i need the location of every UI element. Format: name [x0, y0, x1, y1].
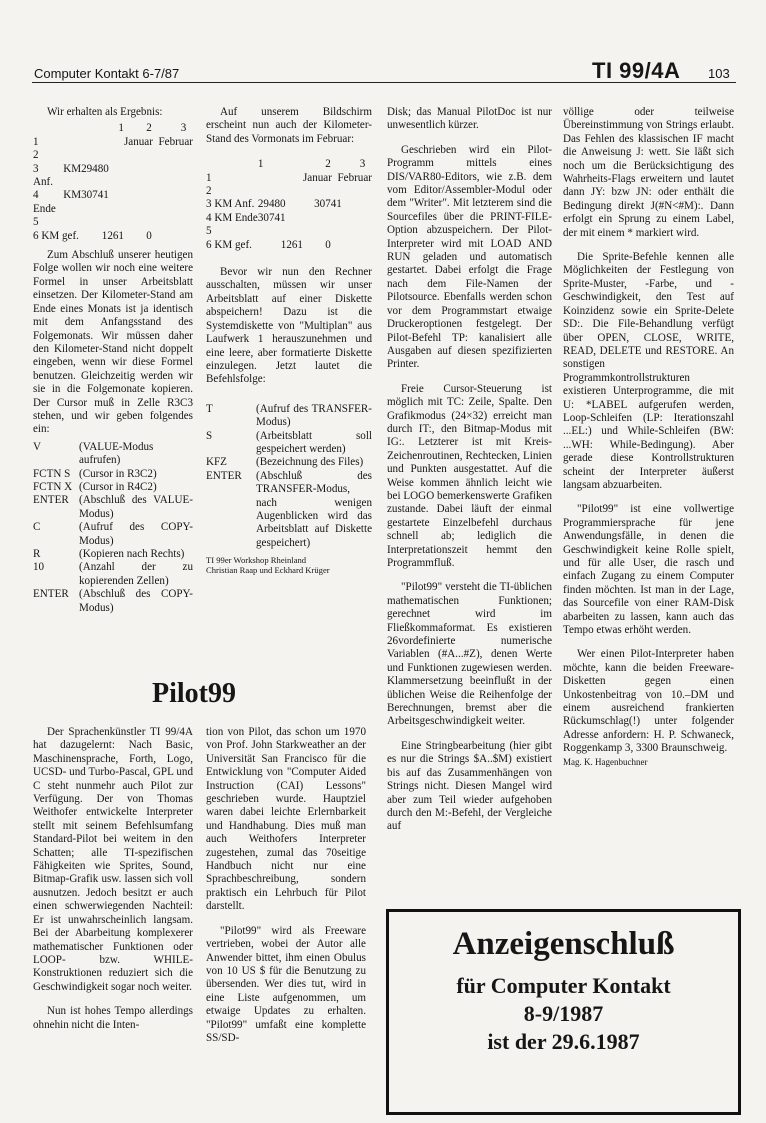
result-table-1 — [33, 122, 193, 243]
body-paragraph: Geschrieben wird ein Pilot-Programm mittels eines DIS/VAR80-Editors, wie z.B. dem vom Editor/Assembler-Modul oder dem "Writer". Mit letzterem sind die Sourcefiles über die PRINT-FILE-Option abzuspeichern. Der Pilot-Interpreter wird mit LOAD AND RUN geladen und automatisch gestartet. Dabei erfolgt die Frage nach dem File-Namen der Pilotsource. Ebenfalls werden schon vor dem Programmstart etwaige Druckeroptionen festgelegt. Der Pilot-Befehl TP: kanalisiert alle Ausgaben auf diesen spezifizierten Printer. — [387, 143, 552, 371]
table-cell: 30741 — [81, 189, 109, 202]
command-list-1 — [33, 441, 193, 615]
article-title: Pilot99 — [152, 678, 236, 709]
column-4 — [563, 106, 734, 769]
ad-line-2: für Computer Kontakt — [456, 973, 671, 998]
table-cell: 1261 — [101, 229, 124, 242]
body-paragraph: Zum Abschluß unserer heutigen Folge wollen wir noch eine weitere Formel in unser Arbeitsblatt einsetzen. Der Kilometer-Stand am Ende eines Monats ist ja identisch mit dem Anfangsstand des Folgemonats. Wir müssen daher den Kilometer-Stand nicht doppelt eingeben, wenn wir diese Formel benutzen. Gleichzeitig werden wir sie in die Folgemonate kopieren. Der Cursor muß in Zelle R3C3 stehen, und wir geben folgendes ein: — [33, 249, 193, 436]
command-key: ENTER — [206, 469, 242, 482]
magazine-issue: Computer Kontakt 6-7/87 — [34, 66, 180, 81]
pilot-column-2 — [206, 726, 366, 1045]
intro-text: Wir erhalten als Ergebnis: — [47, 106, 163, 118]
credit-line-2: Christian Raap und Eckhard Krüger — [206, 565, 330, 576]
table-cell: 4 KM Ende — [33, 189, 82, 215]
command-key: ENTER — [33, 588, 69, 601]
command-desc: (VALUE-Modus aufrufen) — [79, 440, 154, 467]
header-rule — [32, 82, 736, 83]
command-desc: (Bezeichnung des Files) — [256, 456, 364, 469]
command-desc: (Aufruf des COPY-Modus) — [79, 521, 193, 547]
table-cell: 3 KM Anf. — [206, 198, 255, 211]
table-head-cell: 1 — [118, 122, 124, 135]
table-cell: 29480 — [81, 162, 109, 175]
body-paragraph: Wer einen Pilot-Interpreter haben möchte, kann die beiden Freeware-Disketten gegen einen Unkostenbeitrag von 10.–DM und einem ausreichend frankierten Rückumschlag(!) unter folgender Adresse anfordern: H. P. Schwaneck, Roggenkamp 3, 3300 Braunschweig. — [563, 648, 734, 755]
table-cell: 6 KM gef. — [33, 229, 79, 242]
table-head-cell: 2 — [146, 122, 152, 135]
command-list-2 — [206, 403, 372, 550]
body-paragraph: Bevor wir nun den Rechner ausschalten, müssen wir unser Arbeitsblatt auf einer Diskette abspeichern! Dazu ist die Systemdiskette von "Multiplan" aus Laufwerk 1 herauszunehmen und eine leere, aber formatierte Diskette einzulegen. Jetzt lautet die Befehlsfolge: — [206, 266, 372, 386]
table-cell: 30741 — [257, 211, 286, 224]
body-paragraph: Eine Stringbearbeitung (hier gibt es nur die Strings $A..$M) existiert bis auf das Zusammenhängen von Strings nicht. Diesen Mangel wird aber zum Teil wieder aufgehoben durch den M:-Befehl, der Vergleiche auf — [387, 739, 552, 833]
body-paragraph: Die Sprite-Befehle kennen alle Möglichkeiten der Festlegung von Sprite-Muster, -Farbe, und -Geschwindigkeit, den Test auf Koinzidenz sowie ein Sprite-Delete SD:. Die File-Behandlung verfügt über OPEN, CLOSE, WRITE, READ, DELETE und RESTORE. An sonstigen Programmkontrollstrukturen existieren Unterprogramme, die mit U: *LABEL aufgerufen werden, Loop-Schleifen (LP: Iterationszahl ...EL:) und While-Schleifen (BW: ...WH: While-Bedingung). Aber gerade diese Kontrollstrukturen scheint der Interpreter äußerst langsam abzuarbeiten. — [563, 251, 734, 491]
column-3 — [387, 106, 552, 834]
table-cell: 1261 — [280, 238, 303, 251]
column-2-top — [206, 106, 372, 575]
command-key: T — [206, 402, 213, 415]
ad-headline: Anzeigenschluß — [452, 926, 675, 962]
command-desc: (Anzahl der zu kopierenden Zellen) — [79, 561, 193, 587]
table-head-cell: 1 — [257, 158, 264, 171]
table-cell: 1 — [33, 135, 39, 148]
command-key: ENTER — [33, 494, 69, 507]
body-paragraph: völlige oder teilweise Übereinstimmung von Strings erlaubt. Das Fehlen des klassischen IF macht die Anweisung J: wett. Sie läßt sich noch um die Berücksichtigung des Wahrheits-Flags erweitern und lautet dann JY: bzw JN: oder enthält die Bedingung direkt J(#N<#M):. Dann erfolgt ein Sprung zu einem Label, der mit einem * markiert wird. — [563, 106, 734, 239]
command-key: FCTN X — [33, 480, 73, 493]
body-paragraph: Disk; das Manual PilotDoc ist nur unwesentlich kürzer. — [387, 106, 552, 132]
command-desc: (Kopieren nach Rechts) — [79, 548, 185, 560]
command-desc: (Abschluß des VALUE-Modus) — [79, 494, 193, 520]
table-cell: 4 KM Ende — [206, 211, 258, 224]
table-cell: 2 — [206, 185, 212, 198]
column-1-top — [33, 106, 193, 615]
table-cell: Januar Februar — [302, 171, 372, 184]
table-cell: 5 — [206, 225, 212, 238]
author-line: Mag. K. Hagenbuchner — [563, 756, 648, 767]
table-cell: 29480 — [257, 198, 286, 211]
body-paragraph: Auf unserem Bildschirm erscheint nun auch der Kilometer-Stand des Vormonats im Februar: — [206, 106, 372, 145]
command-desc: (Arbeitsblatt soll gespeichert werden) — [256, 429, 372, 455]
body-paragraph: "Pilot99" wird als Freeware vertrieben, wobei der Autor alle Anwender bittet, ihm einen Obulus von 10 US $ für die Benutzung zu übersenden. Wer dies tut, wird in eine Liste aufgenommen, um etwaige Updates zu erhalten. "Pilot99" umfaßt eine komplette SS/SD- — [206, 924, 366, 1044]
pilot-column-1 — [33, 726, 193, 1032]
ad-deadline-box — [386, 909, 741, 1115]
table-cell: 0 — [146, 229, 152, 242]
table-cell: 5 — [33, 216, 39, 229]
command-desc: (Abschluß des COPY-Modus) — [79, 588, 193, 614]
command-key: FCTN S — [33, 467, 71, 480]
command-key: C — [33, 521, 41, 534]
ad-line-4: ist der 29.6.1987 — [487, 1029, 640, 1054]
body-paragraph: "Pilot99" versteht die TI-üblichen mathematischen Funktionen; gerechnet wird im Fließkommaformat. Es existieren 26vordefinierte numerische Variablen (#A...#Z), denen Werte und Funktionen zugewiesen werden. Klammersetzung beeinflußt in der üblichen Weise die Reihenfolge der Berechnungen, bremst aber die Arbeitsgeschwindigkeit weiter. — [387, 581, 552, 728]
page-number: 103 — [708, 66, 730, 81]
body-paragraph: tion von Pilot, das schon um 1970 von Prof. John Starkweather an der Universität San Francisco für die Entwicklung von "Computer Aided Instruction (CAI) Lessons" geschrieben wurde. Hauptziel waren dabei leichte Erlernbarkeit und Handhabung. Dies muß man auch Weithofers Interpreter zugestehen, zumal das 70seitige Handbuch nicht nur eine Sprachbeschreibung, sondern praktisch ein Lehrbuch für Pilot darstellt. — [206, 726, 366, 913]
command-key: R — [33, 548, 41, 560]
body-paragraph: Freie Cursor-Steuerung ist möglich mit TC: Zeile, Spalte. Den Grafikmodus (24×32) erreicht man durch IT:, den Bitmap-Modus mit IG:. Letzterer ist mit Kreis-Zeichenroutinen, Rechtecken, Linien und Punkten ausgestattet. Auf die Weise kommen ähnlich leicht wie bei LOGO bemerkenswerte Grafiken zustande. Dabei läuft der einmal gestartete Einzelbefehl durchaus schnell ab; lediglich die Interpretationszeit hemmt den Programmfluß. — [387, 382, 552, 569]
command-key: KFZ — [206, 456, 227, 469]
body-paragraph: "Pilot99" ist eine vollwertige Programmiersprache für jene Anwendungsfälle, in denen die Geschwindigkeit keine Rolle spielt, und für alle User, die rasch und einfach Zugang zu einem Computer finden möchten. Ist man in der Lage, das Sourcefile von einer RAM-Disk abarbeiten zu lassen, kann auch das Tempo etwas erhöht werden. — [563, 503, 734, 637]
command-desc: (Cursor in R3C2) — [79, 467, 157, 480]
table-cell: Januar Februar — [123, 135, 193, 148]
table-head-cell: 3 — [180, 122, 187, 135]
body-paragraph: Der Sprachenkünstler TI 99/4A hat dazugelernt: Nach Basic, Maschinensprache, Forth, Logo, UCSD- und Turbo-Pascal, GPL und C steht nunmehr auch Pilot zur Verfügung. Der von Thomas Weithofer entwickelte Interpreter stellt mit seinem Befehlsumfang Standard-Pilot bei weitem in den Schatten; alle TI-spezifischen Fähigkeiten wie Sprites, Sound, Bitmap-Grafik usw. lassen sich voll ausnutzen. Jedoch besitzt er auch einen schwerwiegenden Nachteil: Er ist unwahrscheinlich langsam. Bei der Abarbeitung komplexerer mathematischer Funktionen oder LOOP- bzw. WHILE-Konstruktionen reduziert sich die Geschwindigkeit sogar noch weiter. — [33, 726, 193, 993]
table-head-cell: 2 — [325, 158, 331, 171]
table-cell: 3 KM Anf. — [33, 162, 82, 189]
table-cell: 0 — [325, 238, 331, 251]
table-cell: 30741 — [314, 198, 342, 211]
table-cell: 6 KM gef. — [206, 238, 252, 251]
table-cell: 2 — [33, 149, 39, 162]
credit-line-1: TI 99er Workshop Rheinland — [206, 555, 307, 566]
command-key: S — [206, 429, 213, 442]
body-paragraph: Nun ist hohes Tempo allerdings ohnehin nicht die Inten- — [33, 1005, 193, 1031]
ad-line-3: 8-9/1987 — [523, 1001, 604, 1026]
table-head-cell: 3 — [359, 158, 366, 171]
command-key: 10 — [33, 561, 45, 574]
section-title: TI 99/4A — [592, 58, 681, 83]
result-table-2 — [206, 158, 372, 252]
command-key: V — [33, 440, 42, 453]
table-cell: 1 — [206, 171, 212, 184]
command-desc: (Cursor in R4C2) — [79, 480, 157, 493]
command-desc: (Abschluß des TRANSFER-Modus, nach wenigen Augenblicken wird das Arbeitsblatt auf Diskette gespeichert) — [256, 469, 372, 549]
command-desc: (Aufruf des TRANSFER-Modus) — [256, 402, 372, 429]
